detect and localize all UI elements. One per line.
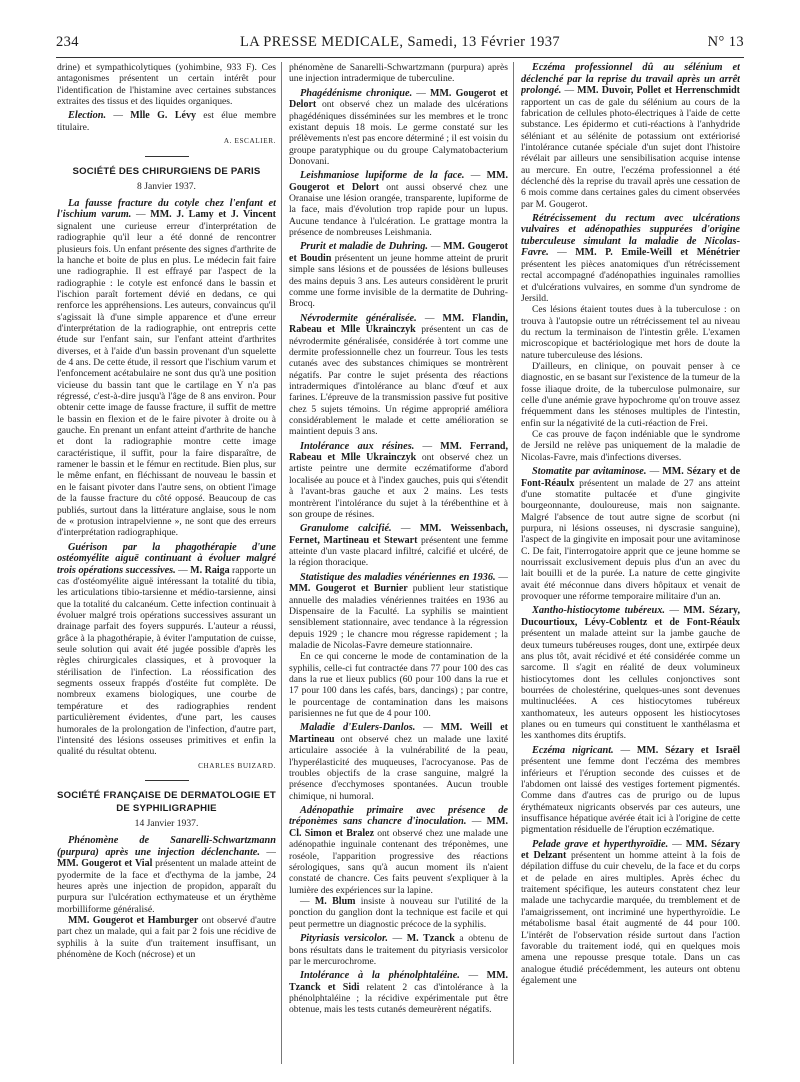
paragraph: Pityriasis versicolor. — M. Tzanck a obtenu de bons résultats dans le traitement du pityriasis versicolor par le mercurochrome. (289, 933, 508, 967)
page-number: 234 (56, 34, 79, 50)
section-title: Intolérance aux résines. (300, 440, 415, 452)
section-text: présentent un malade de 27 ans atteint d'une stomatite pultacée et d'une gingivite bourgeonnante, douloureuse, mais non saignante. Malgré l'absence de tout autre signe de scorbut (ni purpura, ni lésions osseuses, ni dyscrasie sanguine), l'aspect de la gingivite en imposait pour une avitaminose C. De fait, l'interrogatoire apprit que ce jeune homme se nourrissait exclusivement depuis plus d'un an avec du lait bouilli et de la purée. La nature de cette gingivite avait été méconnue dans divers hôpitaux et venait de provoquer une réforme temporaire militaire d'un an. (521, 477, 740, 603)
section-divider (145, 780, 189, 781)
author-names: MM. Sézary et de Font-Réaulx (521, 466, 740, 489)
column-1 (57, 62, 276, 1067)
section-text: présentent une femme atteinte d'un vaste placard infiltré, calcifié et ulcéré, de la région thoracique. (289, 534, 508, 569)
author-names: MM. Sézary, Ducourtioux, Lévy-Coblentz et de Font-Réaulx (521, 605, 740, 628)
author-names: MM. Sézary et Delzant (521, 838, 740, 862)
paragraph: En ce qui concerne le mode de contamination de la syphilis, celle-ci fut contractée dans 77 pour 100 des cas dans la rue et lieux publics (60 pour 100 dans la rue et 17 pour 100 dans les cafés, bars, dancings) ; par contre, le pourcentage de contamination dans les maisons parisiennes ne fut que de 4 pour 100. (289, 651, 508, 719)
paragraph: La fausse fracture du cotyle chez l'enfant et l'ischium varum. — MM. J. Lamy et J. Vincent signalent une curieuse erreur d'interprétation de radiographie qu'il leur a été donné de rencontrer plusieurs fois. Un enfant présente des signes d'arthrite de la hanche et boite de plus en plus. Le médecin fait faire une radiographie. Il est effrayé par l'aspect de la radiographie : le cotyle est enfoncé dans le bassin et l'ischion paraît fortement dévié en dedans, ce qui renforce les appréhensions. Les auteurs, convaincus qu'il s'agissait là d'une simple apparence et d'une erreur d'interprétation de la radiographie, ont entrepris cette étude sur l'enfant sain, sur l'enfant atteint d'arthrites diverses, et à l'aide d'un bassin provenant d'un squelette de 4 ans. De cette étude, il ressort que l'ischium varum et l'enfoncement acétabulaire ne sont dus qu'à une position vicieuse du bassin tant que le cartilage en Y n'a pas régressé, c'est-à-dire jusqu'à l'âge de 8 ans environ. Pour obtenir cette image de fausse fracture, il suffit de mettre le bassin en flexion et de le faire pivoter à droite ou à gauche. En prenant un enfant atteint d'arthrite de hanche et dont la radiographie montre cette image caractéristique, il suffit, pour la faire disparaître, de ramener le bassin et le fémur en rectitude. Bien plus, sur le même enfant, en fléchissant de nouveau le bassin et en le faisant pivoter dans l'autre sens, on obtient l'image de la fausse fracture du côté opposé. Beaucoup de cas publiés, surtout dans la littérature anglaise, sous le nom de « protusion intrapelvienne », ne sont que des erreurs d'interprétation radiographique. (57, 197, 276, 539)
column-separator (513, 62, 514, 1064)
paragraph: Pelade grave et hyperthyroïdie. — MM. Sézary et Delzant présentent un homme atteint à la fois de dépilation diffuse du cuir chevelu, de la face et du corps et de pelade en aires multiples. Après échec du traitement spécifique, les auteurs constatent chez leur malade une tachycardie marquée, du tremblement et de l'amaigrissement, ont incriminé une hyperthyroïdie. Le métabolisme basal était augmenté de 44 pour 100. L'intérêt de l'observation réside surtout dans l'action favorable du traitement iodé, qui en quelques mois amena une repousse presque totale. Dans un cas analogue étudié précédemment, les auteurs ont obtenu également une (521, 838, 740, 986)
section-title: Rétrécissement du rectum avec ulcérations vulvaires et adénopathies suppurées d'origine tuberculeuse simulant la maladie de Nicolas-Favre. (521, 212, 740, 259)
section-title: Névrodermite généralisée. (300, 312, 417, 324)
section-text: ont observé d'autre part chez un malade, qui a fait par 2 fois une récidive de syphilis à la suite d'un traitement insuffisant, un phénomène de Koch (nécrose) et un (57, 914, 276, 960)
section-text: insiste à nouveau sur l'utilité de la ponction du ganglion dont la technique est facile et qui peut permettre un diagnostic précoce de la syphilis. (289, 895, 508, 930)
author-names: MM. Sézary et Israël (636, 744, 740, 756)
section-text: présentent une femme dont l'eczéma des membres inférieurs et l'éruption seconde des cuisses et de l'abdomen ont laissé des vestiges fortement pigmentés. Comme dans d'autres cas de prurigo ou de lupus érythémateux nigricants observés par ces auteurs, une insuffisance hépatique avérée était ici à l'origine de cette pigmentation résiduelle de l'éruption eczématique. (521, 756, 740, 836)
section-text: est élue membre titulaire. (57, 110, 276, 133)
section-title: Eczéma professionnel dû au sélénium et déclenché par la reprise du travail après un arrêt prolongé. (521, 62, 740, 96)
signature: CHARLES BUIZARD. (198, 761, 276, 770)
author-names: MM. Flandin, Rabeau et Mlle Ukrainczyk (289, 312, 508, 336)
paragraph: Election. — Mlle G. Lévy est élue membre titulaire. (57, 110, 276, 133)
paragraph: Intolérance aux résines. — MM. Ferrand, Rabeau et Mlle Ukrainczyk ont observé chez un artiste peintre une dermite eczématiforme d'abord localisée au pouce et à l'index gauches, puis qui s'étendit à l'avant-bras gauche et aux 2 mains. Les tests montrèrent l'intolérance du sujet à la térébenthine et à son groupe de résines. (289, 440, 508, 520)
running-header (56, 34, 744, 56)
paragraph: Adénopathie primaire avec présence de tréponèmes sans chancre d'inoculation. — MM. Cl. Simon et Bralez ont observé chez une malade une adénopathie inguinale contenant des tréponèmes, une roséole, l'apparition progressive des réactions sérologiques, sans qu'à aucun moment ils n'aient constaté de chancre. Ces faits peuvent s'expliquer à la lumière des expériences sur la lapine. (289, 804, 508, 896)
author-names: MM. P. Emile-Weill et Ménétrier (575, 247, 740, 259)
issue-number: N° 13 (707, 34, 744, 50)
section-text: relatent 2 cas d'intolérance à la phénolphtaléine ; la récidive expérimentale put être obtenue, mais les tests cutanés demeurèrent négatifs. (289, 981, 508, 1016)
paragraph: Stomatite par avitaminose. — MM. Sézary et de Font-Réaulx présentent un malade de 27 ans atteint d'une stomatite pultacée et d'une gingivite bourgeonnante, douloureuse, mais non saignante. Malgré l'absence de tout autre signe de scorbut (ni purpura, ni lésions osseuses, ni dyscrasie sanguine), l'aspect de la gingivite en imposait pour une avitaminose C. De fait, l'interrogatoire apprit que ce jeune homme se nourrissait exclusivement depuis plus d'un an avec du lait bouilli et de la purée. La nature de cette gingivite avait été méconnue dans divers hôpitaux et venait de provoquer une réforme temporaire militaire d'un an. (521, 466, 740, 603)
signature: A. ESCALIER. (223, 137, 276, 146)
section-title: Granulome calcifié. (300, 523, 392, 535)
paragraph: Ces lésions étaient toutes dues à la tuberculose : on trouva à l'autopsie outre un rétrécissement tel au niveau du rectum la terminaison de l'intestin grêle. L'examen microscopique et bactériologique met hors de doute la nature tuberculeuse des lésions. (521, 304, 740, 361)
column-3 (521, 62, 740, 1067)
author-names: MM. Gougerot et Delort (289, 170, 508, 193)
paragraph: Guérison par la phagothérapie d'une ostéomyélite aiguë continuant à évoluer malgré trois opérations successives. — M. Raiga rapporte un cas d'ostéomyélite aiguë intéressant la totalité du tibia, les articulations tibio-tarsienne et médio-tarsienne, ainsi que la totalité du calcanéum. Cette infection continuait à évoluer malgré trois opérations successives assurant un drainage parfait des foyers suppurés. L'auteur a réussi, grâce à la phagothérapie, à éviter l'amputation de cuisse, seule solution qui avait été jugée possible d'après les règles chirurgicales classiques, et à provoquer la stérilisation de l'infection. La réossification des segments osseux frappés d'ostéite fut complète. De nombreux examens biologiques, une courbe de température et des radiographies rendent particulièrement évidentes, d'une part, les causes humorales de la prolongation de l'infection, d'autre part, l'intensité des lésions osseuses primitives et enfin la qualité du résultat obtenu. (57, 541, 276, 758)
section-title: Stomatite par avitaminose. (532, 466, 647, 478)
author-names: MM. Gougerot et Boudin (289, 241, 508, 264)
author-names: MM. Cl. Simon et Bralez (289, 816, 508, 839)
author-names: MM. Gougerot et Vial (57, 858, 153, 870)
author-names: MM. J. Lamy et J. Vincent (150, 209, 276, 221)
paragraph: Eczéma professionnel dû au sélénium et déclenché par la reprise du travail après un arrêt prolongé. — MM. Duvoir, Pollet et Herrenschmidt rapportent un cas de gale du sélénium au cours de la fabrication de cellules photo-électriques à l'aide de cette substance. Les épidermo et cuti-réactions à l'anhydride séléniant et au sélénite de potassium ont extériorisé l'intolérance cutanée spéciale d'un sujet dont l'histoire révélait par ailleurs une sensibilisation acquise intense au mercure. En outre, l'eczéma professionnel a été déclenché dès la reprise du travail après une cessation de 6 mois comme dans certaines gales du ciment observées par M. Gougerot. (521, 62, 740, 210)
section-title: Statistique des maladies vénériennes en 1936. (300, 571, 496, 583)
paragraph: Ce cas prouve de façon indéniable que le syndrome de Jersild ne relève pas uniquement de la maladie de Nicolas-Favre, mais d'infections diverses. (521, 429, 740, 463)
author-names: M. Tzanck (406, 933, 455, 944)
section-title: Adénopathie primaire avec présence de tréponèmes sans chancre d'inoculation. (289, 804, 508, 828)
paragraph: drine) et sympathicolytiques (yohimbine, 933 F). Ces antagonismes présentent un certain intérêt pour l'identification de l'histamine avec certaines substances extraites des tissus et des liquides organiques. (57, 62, 276, 108)
section-text: présentent un homme atteint à la fois de dépilation diffuse du cuir chevelu, de la face et du corps et de pelade en aires multiples. Après échec du traitement spécifique, les auteurs constatent chez leur malade une tachycardie marquée, du tremblement et de l'amaigrissement, ont incriminé une hyperthyroïdie. Le métabolisme basal était augmenté de 44 pour 100. L'intérêt de l'observation réside surtout dans l'action favorable du traitement iodé, qui en quelques mois amena une repousse presque totale. Dans un cas analogue étudié précédemment, les auteurs ont obtenu également une (521, 850, 740, 986)
section-divider (145, 156, 189, 157)
paragraph: Statistique des maladies vénériennes en 1936. — MM. Gougerot et Burnier publient leur statistique annuelle des maladies vénériennes traitées en 1936 au Dispensaire de la Faculté. La syphilis se maintient sensiblement stationnaire, avec tendance à la régression depuis 1929 ; le chancre mou régresse rapidement ; la maladie de Nicolas-Favre demeure stationnaire. (289, 571, 508, 651)
section-title: Pelade grave et hyperthyroïdie. (532, 838, 669, 850)
header-rule (56, 57, 744, 58)
session-date: 14 Janvier 1937. (134, 817, 199, 829)
paragraph: Maladie d'Eulers-Danlos. — MM. Weill et Martineau ont observé chez un malade une laxité articulaire associée à la vulnérabilité de la peau, l'hyperélasticité des muqueuses, l'acrocyanose. Pas de troubles objectifs de la crase sanguine, malgré la présence d'ecchymoses spontanées. Aucun trouble chimique, ni humoral. (289, 722, 508, 802)
author-names: MM. Weill et Martineau (289, 722, 508, 745)
section-title: Phénomène de Sanarelli-Schwartzmann (purpura) après une injection déclenchante. (57, 835, 276, 858)
paragraph: Granulome calcifié. — MM. Weissenbach, Fernet, Martineau et Stewart présentent une femme atteinte d'un vaste placard infiltré, calcifié et ulcéré, de la région thoracique. (289, 523, 508, 569)
paragraph: Phagédénisme chronique. — MM. Gougerot et Delort ont observé chez un malade des ulcérations phagédéniques disséminées sur les membres et le tronc existant depuis 18 mois. Le germe constaté sur les prélèvements n'est pas encore déterminé ; il est voisin du groupe paratyphique ou du groupe Calymatobacterium Donovani. (289, 87, 508, 167)
author-names: M. Raiga (190, 564, 230, 576)
section-text: signalent une curieuse erreur d'interprétation de radiographie qu'il leur a été donné de rencontrer plusieurs fois. Un enfant présente des signes d'arthrite de la hanche et boite de plus en plus. Le médecin fait faire une radiographie. Il est effrayé par l'aspect de la radiographie : le cotyle est enfoncé dans le bassin et l'ischion paraît fortement dévié en dedans, ce qui renforce les appréhensions. Les auteurs, convaincus qu'il s'agissait là d'une simple apparence et d'une erreur d'interprétation de la radiographie, ont entrepris cette étude sur l'enfant sain, sur l'enfant atteint d'arthrites diverses, et à l'aide d'un bassin provenant d'un squelette de 4 ans. De cette étude, il ressort que l'ischium varum et l'enfoncement acétabulaire ne sont dus qu'à une position vicieuse du bassin tant que le cartilage en Y n'a pas régressé, c'est-à-dire jusqu'à l'âge de 8 ans environ. Pour obtenir cette image de fausse fracture, il suffit de mettre le bassin en flexion et de le faire pivoter à droite ou à gauche. En prenant un enfant atteint d'arthrite de hanche et dont la radiographie montre cette image caractéristique, il suffit, pour la faire disparaître, de ramener le bassin et le fémur en rectitude. Bien plus, sur le même enfant, en fléchissant de nouveau le bassin et en le faisant pivoter dans l'autre sens, on obtient l'image de la fausse fracture du côté opposé. Beaucoup de cas publiés, surtout dans la littérature anglaise, sous le nom de « protusion intrapelvienne », ne sont que des erreurs d'interprétation radiographique. (57, 220, 276, 539)
paragraph: Rétrécissement du rectum avec ulcérations vulvaires et adénopathies suppurées d'origine tuberculeuse simulant la maladie de Nicolas-Favre. — MM. P. Emile-Weill et Ménétrier présentent les pièces anatomiques d'un rétrécissement rectal accompagné d'adénopathies inguinales ramollies et d'ulcérations vulvaires, en somme d'un syndrome de Jersild. (521, 212, 740, 304)
paragraph: Prurit et maladie de Duhring. — MM. Gougerot et Boudin présentent un jeune homme atteint de prurit simple sans lésions et de poussées de lésions bulleuses des mains depuis 3 ans. Les auteurs considèrent le prurit comme une forme invisible de la dermatite de Duhring-Brocq. (289, 241, 508, 310)
author-names: MM. Gougerot et Delort (289, 87, 508, 111)
section-title: La fausse fracture du cotyle chez l'enfant et l'ischium varum. (57, 197, 276, 221)
column-2 (289, 62, 508, 1067)
paragraph: Intolérance à la phénolphtaléine. — MM. Tzanck et Sidi relatent 2 cas d'intolérance à la phénolphtaléine ; la récidive expérimentale put être obtenue, mais les tests cutanés demeurèrent négatifs. (289, 970, 508, 1016)
author-names: MM. Ferrand, Rabeau et Mlle Ukrainczyk (289, 440, 508, 464)
section-text: rapporte un cas d'ostéomyélite aiguë intéressant la totalité du tibia, les articulations tibio-tarsienne et médio-tarsienne, ainsi que la totalité du calcanéum. Cette infection continuait à évoluer malgré trois opérations successives assurant un drainage parfait des foyers suppurés. L'auteur a réussi, grâce à la phagothérapie, à éviter l'amputation de cuisse, seule solution qui avait été jugée possible d'après les règles chirurgicales classiques, et à provoquer la stérilisation de l'infection. La réossification des segments osseux frappés d'ostéite fut complète. De nombreux examens biologiques, une courbe de température et des radiographies rendent particulièrement évidentes, d'une part, les causes humorales de la prolongation de l'infection, d'autre part, l'intensité des lésions osseuses primitives et enfin la qualité du résultat obtenu. (57, 564, 276, 758)
column-separator (281, 62, 282, 1064)
section-text: ont observé chez une malade une adénopathie inguinale contenant des tréponèmes, une roséole, l'apparition progressive des réactions sérologiques, sans qu'à aucun moment ils n'aient constaté de chancre. Ces faits peuvent s'expliquer à la lumière des expériences sur la lapine. (289, 827, 508, 896)
section-text: présentent un malade atteint de pyodermite de la face et d'ecthyma de la jambe, 24 heures après une injection de propidon, apparaît du purpura sur l'ulcération ecthymateuse et un érythème morbilliforme généralisé. (57, 858, 276, 915)
section-text: ont observé chez un malade des ulcérations phagédéniques disséminées sur les membres et le tronc existant depuis 18 mois. Le germe constaté sur les prélèvements n'est pas encore déterminé ; il est voisin du groupe paratyphique ou du groupe Calymatobacterium Donovani. (289, 99, 508, 167)
author-names: Mlle G. Lévy (130, 110, 196, 122)
paragraph: Xantho-histiocytome tubéreux. — MM. Sézary, Ducourtioux, Lévy-Coblentz et de Font-Réaulx présentent un malade atteint sur la jambe gauche de deux tumeurs tubéreuses rouges, dont une, extirpée deux ans plus tôt, avait récidivé et été considérée comme un sarcome. Il s'agit en réalité de deux volumineux histiocytomes dont les cellules conjonctives sont bourrées de cholestérine, quelques-unes sont devenues multinucléées. A ces histiocytomes tubéreux xanthomateux, les auteurs opposent les histiocytoses planes ou en tumeurs qui constituent le xanthélasma et les xanthomes dits éruptifs. (521, 605, 740, 742)
section-text: a obtenu de bons résultats dans le traitement du pityriasis versicolor par le mercurochrome. (289, 933, 508, 967)
section-title: Prurit et maladie de Duhring. (300, 241, 428, 253)
section-title: Guérison par la phagothérapie d'une ostéomyélite aiguë continuant à évoluer malgré trois opérations successives. (57, 541, 276, 576)
author-names: M. Blum (314, 895, 356, 907)
section-title: Pityriasis versicolor. (300, 933, 388, 944)
section-text: présentent un cas de névrodermite généralisée, considérée à tort comme une dermite professionnelle chez un fourreur. Tous les tests cutanés avec des substances chimiques se montrèrent négatifs. Par contre le sujet présenta des réactions intradermiques d'intolérance au blanc d'œuf et aux farines. L'épreuve de la transmission passive fut positive chez 5 sujets témoins. Un régime approprié améliora considérablement le malade et cette amélioration se maintient depuis 3 ans. (289, 324, 508, 438)
author-names: MM. Gougerot et Hamburger (68, 914, 199, 926)
section-title: Eczéma nigricant. (532, 744, 614, 756)
paragraph: D'ailleurs, en clinique, on pouvait penser à ce diagnostic, en se basant sur l'existence de la tumeur de la fosse iliaque droite, de la tuberculose pulmonaire, sur celle d'une anémie grave hypochrome qu'on trouve assez fréquemment dans les sténoses multiples de l'intestin, enfin sur la négativité de la cuti-réaction de Frei. (521, 361, 740, 429)
paragraph: Névrodermite généralisée. — MM. Flandin, Rabeau et Mlle Ukrainczyk présentent un cas de névrodermite généralisée, considérée à tort comme une dermite professionnelle chez un fourreur. Tous les tests cutanés avec des substances chimiques se montrèrent négatifs. Par contre le sujet présenta des réactions intradermiques d'intolérance au blanc d'œuf et aux farines. L'épreuve de la transmission passive fut positive chez 5 sujets témoins. Un régime approprié améliora considérablement le malade et cette amélioration se maintient depuis 3 ans. (289, 312, 508, 438)
author-names: MM. Duvoir, Pollet et Herrenschmidt (577, 85, 740, 96)
society-title: SOCIÉTÉ FRANÇAISE DE DERMATOLOGIE ET DE SYPHILIGRAPHIE (57, 789, 276, 814)
section-text: présentent un malade atteint sur la jambe gauche de deux tumeurs tubéreuses rouges, dont une, extirpée deux ans plus tôt, avait récidivé et été considérée comme un sarcome. Il s'agit en réalité de deux volumineux histiocytomes dont les cellules conjonctives sont bourrées de cholestérine, quelques-unes sont devenues multinucléées. A ces histiocytomes tubéreux xanthomateux, les auteurs opposent les histiocytoses planes ou en tumeurs qui constituent le xanthélasma et les xanthomes dits éruptifs. (521, 628, 740, 742)
section-title: Leishmaniose lupiforme de la face. (300, 170, 465, 182)
section-text: ont aussi observé chez une Oranaise une lésion orangée, transparente, lupiforme de la face, mais d'évolution trop rapide pour un lupus. Aucune tendance à l'ulcération. Le grattage montra la présence de nombreuses Leishmania. (289, 181, 508, 239)
journal-title: LA PRESSE MEDICALE, Samedi, 13 Février 1937 (239, 34, 561, 50)
author-names: MM. Gougerot et Burnier (289, 583, 408, 595)
session-date: 8 Janvier 1937. (137, 180, 196, 192)
paragraph: Leishmaniose lupiforme de la face. — MM. Gougerot et Delort ont aussi observé chez une Oranaise une lésion orangée, transparente, lupiforme de la face, mais d'évolution trop rapide pour un lupus. Aucune tendance à l'ulcération. Le grattage montra la présence de nombreuses Leishmania. (289, 170, 508, 239)
section-text: présentent un jeune homme atteint de prurit simple sans lésions et de poussées de lésions bulleuses des mains depuis 3 ans. Les auteurs considèrent le prurit comme une forme invisible de la dermatite de Duhring-Brocq. (289, 252, 508, 310)
section-title: Election. (68, 110, 107, 122)
section-text: ont observé chez un malade une laxité articulaire associée à la vulnérabilité de la peau, l'hyperélasticité des muqueuses, l'acrocyanose. Pas de troubles objectifs de la crase sanguine, malgré la présence d'ecchymoses spontanées. Aucun trouble chimique, ni humoral. (289, 733, 508, 802)
section-text: ont observé chez un artiste peintre une dermite eczématiforme d'abord localisée au pouce et à l'index gauches, puis qui s'étendit à l'avant-bras gauche et aux 2 mains. Les tests montrèrent l'intolérance du sujet à la térébenthine et à son groupe de résines. (289, 452, 508, 520)
paragraph: Phénomène de Sanarelli-Schwartzmann (purpura) après une injection déclenchante. — MM. Gougerot et Vial présentent un malade atteint de pyodermite de la face et d'ecthyma de la jambe, 24 heures après une injection de propidon, apparaît du purpura sur l'ulcération ecthymateuse et un érythème morbilliforme généralisé. (57, 835, 276, 915)
section-title: Xantho-histiocytome tubéreux. (532, 605, 665, 617)
section-title: Phagédénisme chronique. (300, 87, 413, 99)
section-title: Maladie d'Eulers-Danlos. (300, 722, 416, 734)
paragraph: phénomène de Sanarelli-Schwartzmann (purpura) après une injection intradermique de tuberculine. (289, 62, 508, 85)
paragraph (57, 915, 276, 960)
author-names: MM. Tzanck et Sidi (289, 970, 508, 993)
author-names: MM. Weissenbach, Fernet, Martineau et Stewart (289, 523, 508, 546)
section-text: publient leur statistique annuelle des maladies vénériennes traitées en 1936 au Dispensaire de la Faculté. La syphilis se maintient sensiblement stationnaire, avec tendance à la régression depuis 1929 ; le chancre mou régresse rapidement ; la maladie de Nicolas-Favre demeure stationnaire. (289, 583, 508, 651)
section-title: Intolérance à la phénolphtaléine. (300, 970, 460, 982)
paragraph: — M. Blum insiste à nouveau sur l'utilité de la ponction du ganglion dont la technique est facile et qui peut permettre un diagnostic précoce de la syphilis. (289, 895, 508, 930)
paragraph: Eczéma nigricant. — MM. Sézary et Israël présentent une femme dont l'eczéma des membres inférieurs et l'éruption seconde des cuisses et de l'abdomen ont laissé des vestiges fortement pigmentés. Comme dans d'autres cas de prurigo ou de lupus érythémateux nigricants observés par ces auteurs, une insuffisance hépatique avérée était ici à l'origine de cette pigmentation résiduelle de l'éruption eczématique. (521, 744, 740, 836)
society-title: SOCIÉTÉ DES CHIRURGIENS DE PARIS (72, 165, 261, 177)
section-text: rapportent un cas de gale du sélénium au cours de la fabrication de cellules photo-électriques à l'aide de cette substance. Les épidermo et cuti-réactions à l'anhydride séléniant et au sélénite de potassium ont extériorisé l'intolérance cutanée spéciale d'un sujet dont l'histoire révélait par ailleurs une sensibilisation acquise intense au mercure. En outre, l'eczéma professionnel a été déclenché dès la reprise du travail après une cessation de 6 mois comme dans certaines gales du ciment observées par M. Gougerot. (521, 96, 740, 210)
section-text: présentent les pièces anatomiques d'un rétrécissement rectal accompagné d'adénopathies inguinales ramollies et d'ulcérations vulvaires, en somme d'un syndrome de Jersild. (521, 258, 740, 304)
